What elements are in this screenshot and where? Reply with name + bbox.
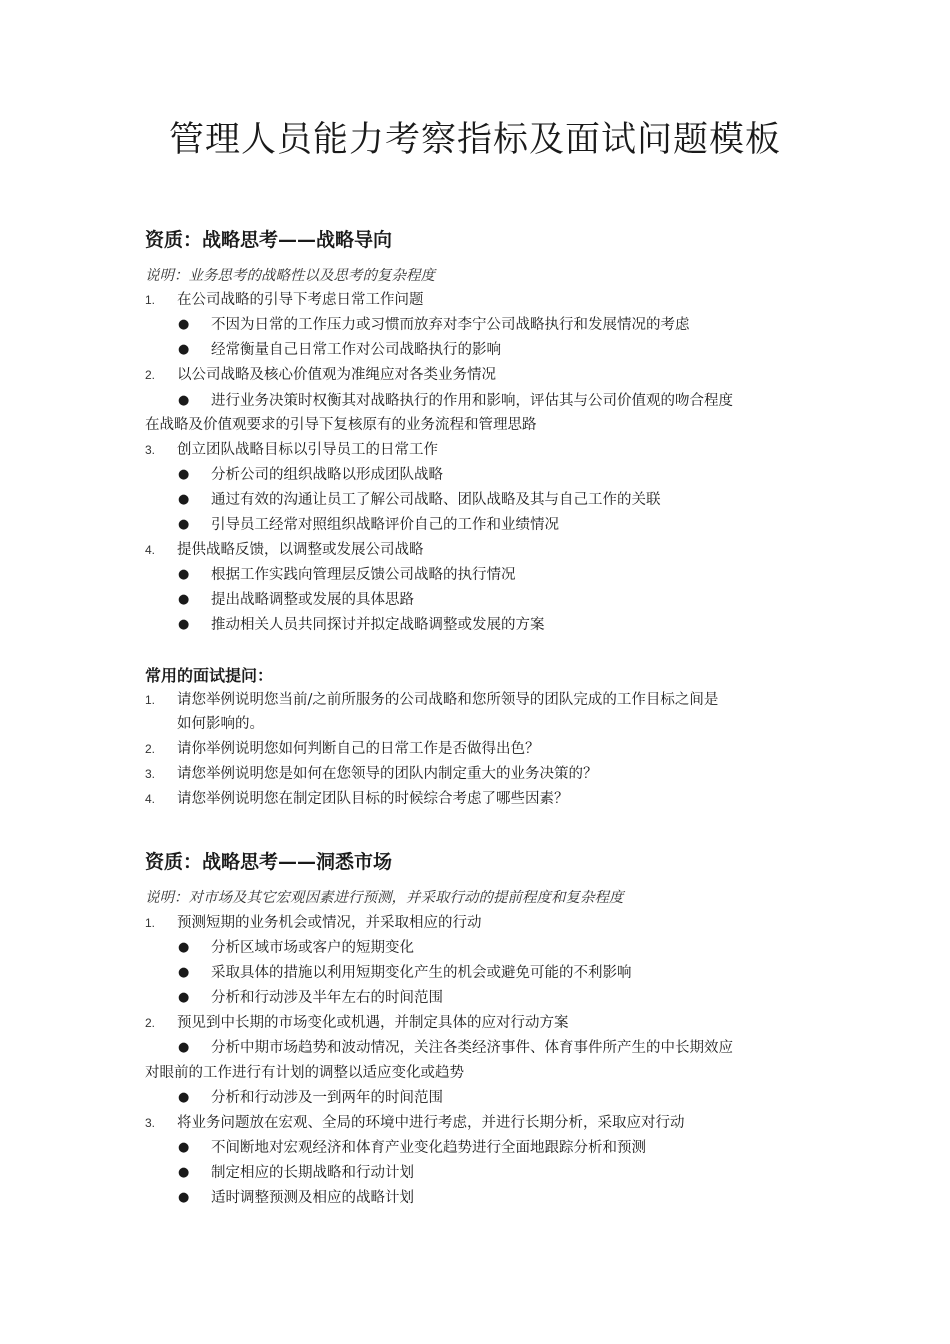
bullet-text: 根据工作实践向管理层反馈公司战略的执行情况 (211, 567, 516, 583)
item-number: 2. (145, 1016, 156, 1030)
bullet-icon: ● (178, 317, 190, 332)
bullet-text: 不因为日常的工作压力或习惯而放弃对李宁公司战略执行和发展情况的考虑 (211, 317, 690, 333)
bullet-icon: ● (178, 940, 190, 955)
item-text: 以公司战略及核心价值观为准绳应对各类业务情况 (177, 367, 496, 383)
bullet-text: 分析区域市场或客户的短期变化 (211, 940, 414, 956)
question-number: 1. (145, 693, 156, 707)
bullet-icon: ● (178, 1140, 190, 1155)
bullet-text: 进行业务决策时权衡其对战略执行的作用和影响，评估其与公司价值观的吻合程度 (211, 393, 733, 409)
continuation-text: 对眼前的工作进行有计划的调整以适应变化或趋势 (145, 1065, 464, 1081)
question-text-continuation: 如何影响的。 (177, 716, 264, 732)
bullet-text: 分析和行动涉及半年左右的时间范围 (211, 990, 443, 1006)
section-heading: 资质：战略思考——战略导向 (145, 229, 393, 251)
bullet-icon: ● (178, 342, 190, 357)
bullet-text: 推动相关人员共同探讨并拟定战略调整或发展的方案 (211, 617, 545, 633)
item-text: 预见到中长期的市场变化或机遇，并制定具体的应对行动方案 (177, 1015, 569, 1031)
bullet-text: 通过有效的沟通让员工了解公司战略、团队战略及其与自己工作的关联 (211, 492, 661, 508)
bullet-text: 分析公司的组织战略以形成团队战略 (211, 467, 443, 483)
item-text: 预测短期的业务机会或情况，并采取相应的行动 (177, 915, 482, 931)
item-text: 在公司战略的引导下考虑日常工作问题 (177, 292, 424, 308)
bullet-text: 分析和行动涉及一到两年的时间范围 (211, 1090, 443, 1106)
questions-heading: 常用的面试提问： (145, 666, 274, 685)
item-number: 1. (145, 916, 156, 930)
bullet-text: 分析中期市场趋势和波动情况，关注各类经济事件、体育事件所产生的中长期效应 (211, 1040, 733, 1056)
bullet-text: 经常衡量自己日常工作对公司战略执行的影响 (211, 342, 501, 358)
bullet-icon: ● (178, 393, 190, 408)
bullet-icon: ● (178, 567, 190, 582)
item-number: 3. (145, 1116, 156, 1130)
item-number: 4. (145, 543, 156, 557)
bullet-text: 适时调整预测及相应的战略计划 (211, 1190, 414, 1206)
bullet-icon: ● (178, 1190, 190, 1205)
question-number: 2. (145, 742, 156, 756)
item-text: 将业务问题放在宏观、全局的环境中进行考虑，并进行长期分析，采取应对行动 (177, 1115, 685, 1131)
section-note: 说明：对市场及其它宏观因素进行预测，并采取行动的提前程度和复杂程度 (145, 890, 624, 906)
bullet-icon: ● (178, 1090, 190, 1105)
bullet-icon: ● (178, 492, 190, 507)
question-text: 请您举例说明您在制定团队目标的时候综合考虑了哪些因素？ (177, 791, 569, 807)
bullet-icon: ● (178, 467, 190, 482)
bullet-icon: ● (178, 517, 190, 532)
bullet-icon: ● (178, 1165, 190, 1180)
bullet-text: 制定相应的长期战略和行动计划 (211, 1165, 414, 1181)
bullet-text: 引导员工经常对照组织战略评价自己的工作和业绩情况 (211, 517, 559, 533)
question-text: 请您举例说明您是如何在您领导的团队内制定重大的业务决策的？ (177, 766, 598, 782)
document-title: 管理人员能力考察指标及面试问题模板 (168, 120, 781, 160)
bullet-icon: ● (178, 990, 190, 1005)
bullet-icon: ● (178, 617, 190, 632)
question-text: 请你举例说明您如何判断自己的日常工作是否做得出色？ (177, 741, 540, 757)
bullet-text: 不间断地对宏观经济和体育产业变化趋势进行全面地跟踪分析和预测 (211, 1140, 646, 1156)
item-number: 3. (145, 443, 156, 457)
bullet-text: 提出战略调整或发展的具体思路 (211, 592, 414, 608)
item-number: 2. (145, 368, 156, 382)
item-text: 提供战略反馈，以调整或发展公司战略 (177, 542, 424, 558)
bullet-icon: ● (178, 1040, 190, 1055)
section-note: 说明：业务思考的战略性以及思考的复杂程度 (145, 268, 435, 284)
item-text: 创立团队战略目标以引导员工的日常工作 (177, 442, 438, 458)
question-number: 3. (145, 767, 156, 781)
item-number: 1. (145, 293, 156, 307)
continuation-text: 在战略及价值观要求的引导下复核原有的业务流程和管理思路 (145, 417, 537, 433)
question-number: 4. (145, 792, 156, 806)
section-heading: 资质：战略思考——洞悉市场 (145, 851, 393, 873)
bullet-icon: ● (178, 965, 190, 980)
question-text: 请您举例说明您当前/之前所服务的公司战略和您所领导的团队完成的工作目标之间是 (177, 692, 719, 708)
bullet-text: 采取具体的措施以利用短期变化产生的机会或避免可能的不利影响 (211, 965, 632, 981)
bullet-icon: ● (178, 592, 190, 607)
